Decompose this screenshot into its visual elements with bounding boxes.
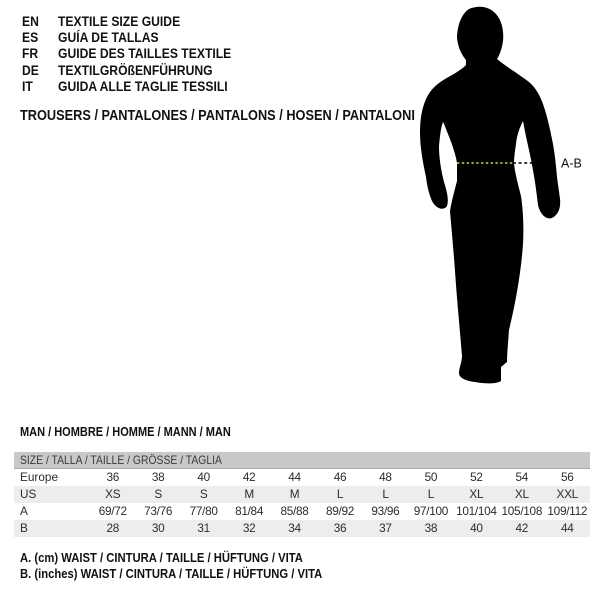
table-cell: 52 <box>470 470 483 484</box>
table-cell: 97/100 <box>413 504 449 518</box>
table-cell: M <box>289 487 300 501</box>
language-row-es <box>22 30 231 46</box>
table-cell: 77/80 <box>189 504 218 518</box>
size-table-header <box>14 452 590 469</box>
table-cell: 40 <box>197 470 210 484</box>
table-cell: 44 <box>288 470 301 484</box>
table-cell: 54 <box>515 470 529 484</box>
language-code: FR <box>22 46 39 62</box>
language-code: DE <box>22 62 39 78</box>
table-cell: 109/112 <box>547 504 588 518</box>
language-label: TEXTILGRÖßENFÜHRUNG <box>58 62 213 78</box>
row-label: Europe <box>20 470 59 484</box>
table-row-europe <box>14 469 590 486</box>
table-cell: 48 <box>379 470 392 484</box>
language-code: IT <box>22 78 33 94</box>
row-label: B <box>20 521 28 535</box>
table-row-us <box>14 486 590 503</box>
table-cell: 37 <box>379 521 392 535</box>
table-row-b-inches <box>14 520 590 537</box>
table-cell: 105/108 <box>501 504 543 518</box>
language-label: GUÍA DE TALLAS <box>58 30 159 46</box>
note-a-cm: A. (cm) WAIST / CINTURA / TAILLE / HÜFTUNG / VITA <box>20 551 303 565</box>
table-cell: 93/96 <box>371 504 400 518</box>
table-cell: XL <box>469 487 484 501</box>
table-cell: 73/76 <box>144 504 173 518</box>
table-cell: S <box>199 487 208 501</box>
table-cell: M <box>244 487 254 501</box>
language-row-it <box>22 79 231 95</box>
table-cell: 50 <box>424 470 438 484</box>
table-cell: 32 <box>242 521 256 535</box>
table-cell: 38 <box>151 470 165 484</box>
table-cell: 42 <box>515 521 529 535</box>
table-cell: XL <box>514 487 529 501</box>
table-cell: 40 <box>470 521 483 535</box>
language-label: TEXTILE SIZE GUIDE <box>58 14 181 29</box>
table-cell: 89/92 <box>325 504 354 518</box>
table-cell: XXL <box>556 487 578 501</box>
table-cell: S <box>154 487 162 501</box>
table-cell: 38 <box>424 521 438 535</box>
man-silhouette <box>420 7 560 384</box>
table-cell: 81/84 <box>235 504 264 518</box>
row-label: A <box>20 504 28 518</box>
table-cell: L <box>336 487 344 501</box>
table-cell: 101/104 <box>456 504 497 518</box>
table-cell: 69/72 <box>98 504 127 518</box>
measure-label: A-B <box>561 156 582 171</box>
note-b-inches: B. (inches) WAIST / CINTURA / TAILLE / HÜFTUNG / VITA <box>20 566 323 581</box>
table-cell: 28 <box>106 521 119 535</box>
table-cell: 36 <box>333 521 347 535</box>
language-row-en <box>22 14 231 30</box>
gender-title: MAN / HOMBRE / HOMME / MANN / MAN <box>20 425 231 439</box>
table-cell: 56 <box>560 470 574 484</box>
size-table <box>14 452 590 537</box>
table-cell: 36 <box>106 470 119 484</box>
row-label: US <box>20 487 37 501</box>
table-cell: 31 <box>197 521 210 535</box>
table-cell: XS <box>105 487 121 501</box>
table-cell: 44 <box>560 521 574 535</box>
language-list <box>22 14 231 95</box>
language-row-fr <box>22 46 231 62</box>
measure-notes <box>20 551 322 582</box>
table-cell: 34 <box>288 521 301 535</box>
language-label: GUIDE DES TAILLES TEXTILE <box>58 46 232 62</box>
table-cell: 42 <box>242 470 256 484</box>
language-code: ES <box>22 30 39 46</box>
table-cell: 46 <box>333 470 347 484</box>
language-row-de <box>22 63 231 79</box>
table-row-a-cm <box>14 503 590 520</box>
category-title: TROUSERS / PANTALONES / PANTALONS / HOSEN / PANTALONI <box>20 108 415 124</box>
table-cell: L <box>427 487 435 501</box>
language-label: GUIDA ALLE TAGLIE TESSILI <box>58 78 228 94</box>
table-cell: 85/88 <box>280 504 309 518</box>
language-code: EN <box>22 14 39 29</box>
size-table-header-label: SIZE / TALLA / TAILLE / GRÖSSE / TAGLIA <box>20 453 222 467</box>
table-cell: 30 <box>151 521 165 535</box>
man-silhouette-figure <box>400 0 600 400</box>
table-cell: L <box>382 487 389 501</box>
